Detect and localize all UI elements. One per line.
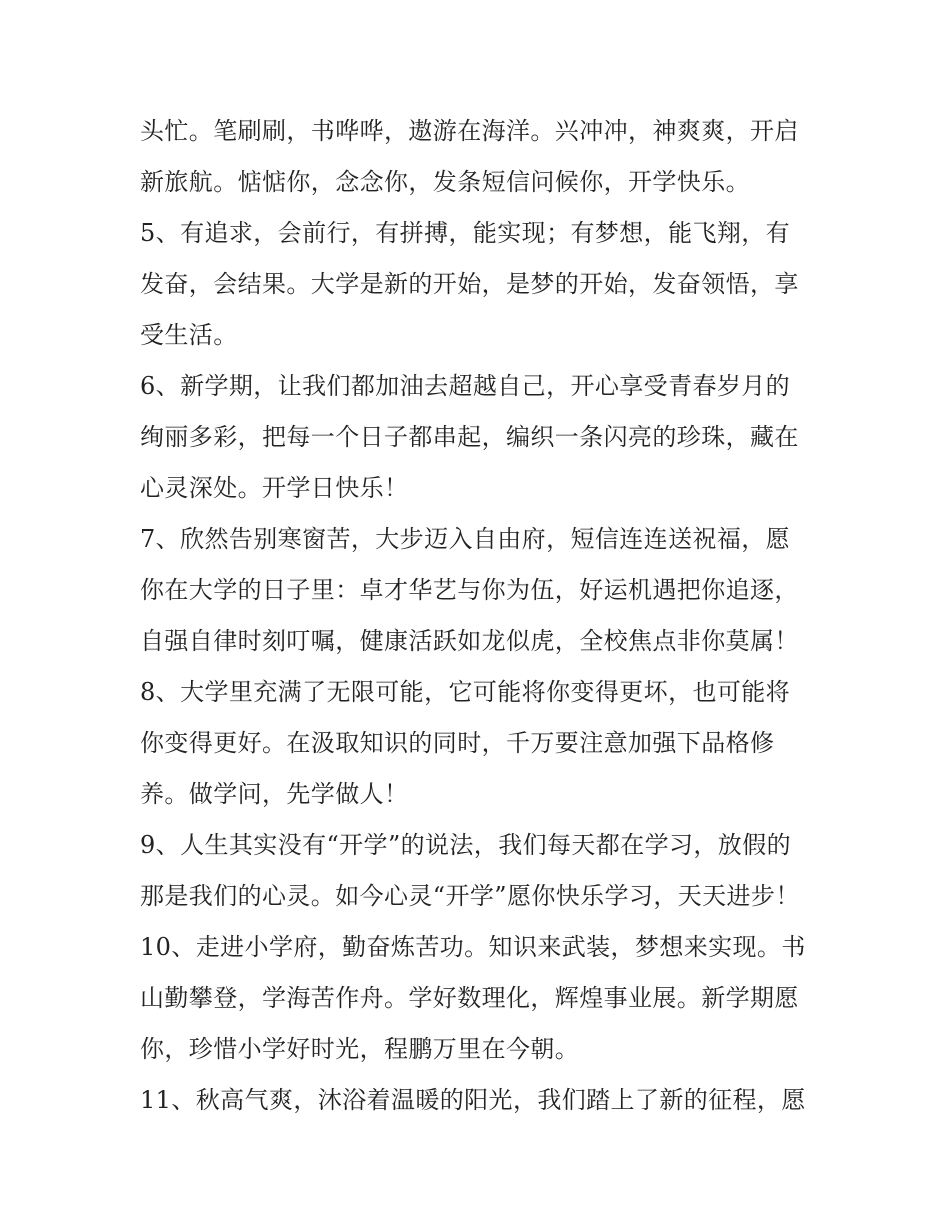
text-line: 7、欣然告别寒窗苦，大步迈入自由府，短信连连送祝福，愿: [140, 525, 791, 553]
text-line: 养。做学问，先学做人！: [140, 780, 409, 808]
text-line: 9、人生其实没有“开学”的说法，我们每天都在学习，放假的: [140, 831, 792, 859]
text-line: 受生活。: [140, 321, 238, 349]
text-line: 你变得更好。在汲取知识的同时，千万要注意加强下品格修: [140, 729, 775, 757]
text-line: 8、大学里充满了无限可能，它可能将你变得更坏，也可能将: [140, 678, 791, 706]
text-line: 10、走进小学府，勤奋炼苦功。知识来武装，梦想来实现。书: [140, 933, 806, 961]
text-line: 那是我们的心灵。如今心灵“开学”愿你快乐学习，天天进步！: [140, 882, 800, 910]
text-line: 6、新学期，让我们都加油去超越自己，开心享受青春岁月的: [140, 372, 791, 400]
text-line: 自强自律时刻叮嘱，健康活跃如龙似虎，全校焦点非你莫属！: [140, 627, 799, 655]
text-line: 5、有追求，会前行，有拼搏，能实现；有梦想，能飞翔，有: [140, 219, 791, 247]
text-line: 心灵深处。开学日快乐！: [140, 474, 409, 502]
text-line: 发奋，会结果。大学是新的开始，是梦的开始，发奋领悟，享: [140, 270, 799, 298]
document-body: [140, 106, 816, 1126]
text-line: 头忙。笔刷刷，书哗哗，遨游在海洋。兴冲冲，神爽爽，开启: [140, 117, 799, 145]
text-line: 绚丽多彩，把每一个日子都串起，编织一条闪亮的珍珠，藏在: [140, 423, 799, 451]
text-line: 山勤攀登，学海苦作舟。学好数理化，辉煌事业展。新学期愿: [140, 984, 799, 1012]
text-line: 你，珍惜小学好时光，程鹏万里在今朝。: [140, 1035, 580, 1063]
text-line: 新旅航。惦惦你，念念你，发条短信问候你，开学快乐。: [140, 168, 750, 196]
text-line: 11、秋高气爽，沐浴着温暖的阳光，我们踏上了新的征程，愿: [140, 1086, 806, 1114]
text-line: 你在大学的日子里：卓才华艺与你为伍，好运机遇把你追逐，: [140, 576, 799, 604]
